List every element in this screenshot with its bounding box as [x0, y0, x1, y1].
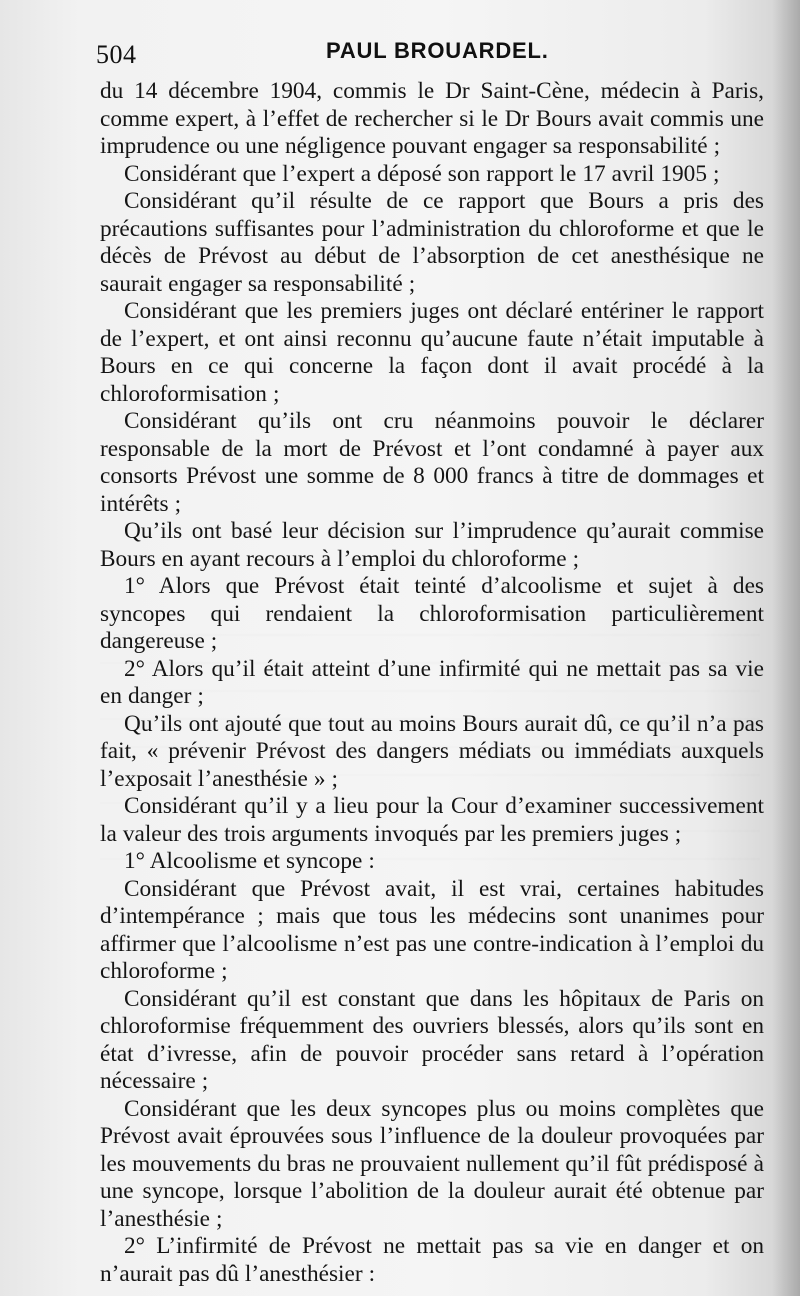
page-number: 504 — [96, 40, 137, 69]
paragraph: Qu’ils ont basé leur décision sur l’imprudence qu’aurait commise Bours en ayant recours à l’emploi du chloroforme ; — [100, 518, 764, 572]
paragraph: Considérant que l’expert a déposé son rapport le 17 avril 1905 ; — [124, 160, 720, 187]
paragraph: Considérant que Prévost avait, il est vrai, certaines habitudes d’intempérance ; mais que tous les médecins sont unanimes pour affirmer que l’alcoolisme n’est pas une contre-indication à l’emploi du chloroforme ; — [100, 875, 764, 984]
paragraph: Qu’ils ont ajouté que tout au moins Bours aurait dû, ce qu’il n’a pas fait, « prévenir Prévost des dangers médiats ou immédiats auxquels l’exposait l’anesthésie » ; — [100, 710, 764, 792]
running-head: PAUL BROUARDEL. — [326, 38, 549, 63]
paragraph: du 14 décembre 1904, commis le Dr Saint-Cène, médecin à Paris, comme expert, à l’effet de rechercher si le Dr Bours avait commis une imprudence ou une négligence pouvant engager sa responsabilité ; — [100, 78, 764, 159]
paragraph: Considérant que les deux syncopes plus ou moins complètes que Prévost avait éprouvées sous l’influence de la douleur provoquées par les mouvements du bras ne prouvaient nullement qu’il fût prédisposé à une syncope, lorsque l’abolition de la douleur aurait été obtenue par l’anesthésie ; — [100, 1095, 764, 1232]
page-edge-shadow — [772, 0, 800, 1296]
paragraph: Considérant qu’il est constant que dans les hôpitaux de Paris on chloroformise fréquemment des ouvriers blessés, alors qu’ils sont en état d’ivresse, afin de pouvoir procéder sans retard à l’opération nécessaire ; — [100, 985, 764, 1094]
paragraph: Considérant que les premiers juges ont déclaré entériner le rapport de l’expert, et ont ainsi reconnu qu’aucune faute n’était imputable à Bours en ce qui concerne la façon dont il avait procédé à la chloroformisation ; — [100, 298, 764, 407]
paragraph: Considérant qu’il résulte de ce rapport que Bours a pris des précautions suffisantes pour l’administration du chloroforme et que le décès de Prévost au début de l’absorption de cet anesthésique ne saurait engager sa responsabilité ; — [100, 188, 764, 297]
paragraph: Considérant qu’ils ont cru néanmoins pouvoir le déclarer responsable de la mort de Prévost et l’ont condamné à payer aux consorts Prévost une somme de 8 000 francs à titre de dommages et intérêts ; — [100, 408, 764, 517]
paragraph: 1° Alors que Prévost était teinté d’alcoolisme et sujet à des syncopes qui rendaient la chloroformisation particulièrement dangereuse ; — [100, 573, 764, 654]
body-text — [100, 78, 764, 1287]
paragraph: Considérant qu’il y a lieu pour la Cour d’examiner successivement la valeur des trois arguments invoqués par les premiers juges ; — [100, 793, 764, 847]
page-header — [96, 34, 760, 74]
paragraph: 2° Alors qu’il était atteint d’une infirmité qui ne mettait pas sa vie en danger ; — [100, 655, 764, 709]
section-heading: 2° L’infirmité de Prévost ne mettait pas sa vie en danger et on n’aurait pas dû l’anesthésier : — [100, 1233, 764, 1287]
section-heading: 1° Alcoolisme et syncope : — [124, 848, 375, 874]
